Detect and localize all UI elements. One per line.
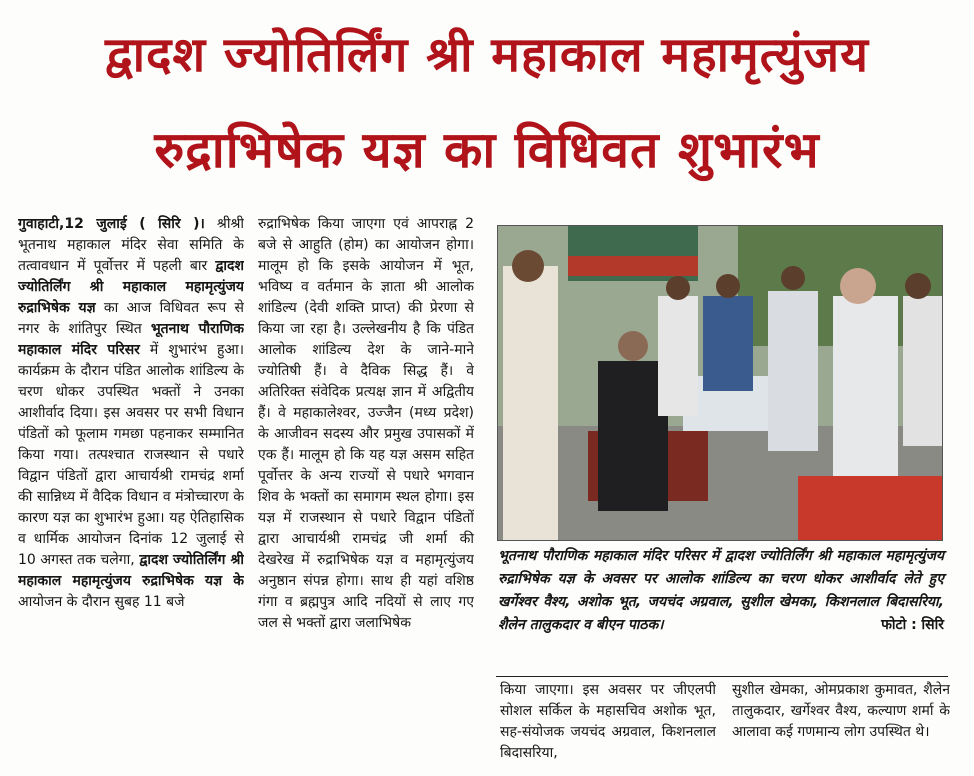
news-photo [497, 225, 943, 541]
body-text: सुशील खेमका, ओमप्रकाश कुमावत, शैलेन तालुकदार, खर्गेश्वर वैश्य, कल्याण शर्मा के आलावा कई गणमान्य लोग उपस्थित थे। [732, 682, 950, 740]
photo-caption [498, 545, 944, 637]
article-column-1 [18, 214, 244, 774]
body-text: रुद्राभिषेक किया जाएगा एवं आपराह्न 2 बजे से आहुति (होम) का आयोजन होगा। मालूम हो कि इसके आयोजन में भूत, भविष्य व वर्तमान के ज्ञाता श्री आलोक शांडिल्य (देवी शक्ति प्राप्त) की प्रेरणा से किया जा रहा है। उल्लेखनीय है कि पंडित आलोक शांडिल्य देश के जाने-माने ज्योतिषी हैं। वे दैविक सिद्ध हैं। वे अतिरिक्त संवेदिक प्रत्यक्ष ज्ञान में अद्वितीय हैं। वे महाकालेश्वर, उज्जैन (मध्य प्रदेश) के आजीवन सदस्य और प्रमुख उपासकों में एक हैं। मालूम हो कि यह यज्ञ असम सहित पूर्वोत्तर के अन्य राज्यों से पधारे भगवान शिव के भक्तों का समागम स्थल होगा। इस यज्ञ में राजस्थान से पधारे विद्वान पंडितों द्वारा आचार्यश्री रामचंद्र जी शर्मा की देखरेख में रुद्राभिषेक यज्ञ व महामृत्युंजय अनुष्ठान संपन्न होगा। साथ ही यहां वशिष्ठ गंगा व ब्रह्मपुत्र आदि नदियों से लाए गए जल से भक्तों द्वारा जलाभिषेक [258, 216, 474, 631]
divider [496, 676, 948, 677]
body-text: आयोजन के दौरान सुबह 11 बजे [18, 594, 185, 610]
caption-text: भूतनाथ पौराणिक महाकाल मंदिर परिसर में द्वादश ज्योतिर्लिंग श्री महाकाल महामृत्युंजय रुद्राभिषेक यज्ञ के अवसर पर आलोक शांडिल्य का चरण धोकर आशीर्वाद लेते हुए खर्गेश्वर वैश्य, अशोक भूत, जयचंद अग्रवाल, सुशील खेमका, किशनलाल बिदासरिया, शैलेन तालुकदार व बीएन पाठक। [498, 548, 944, 633]
article-column-3 [500, 680, 716, 776]
body-text: में शुभारंभ हुआ। कार्यक्रम के दौरान पंडित आलोक शांडिल्य के चरण धोकर उपस्थित भक्तों ने उनका आशीर्वाद दिया। इस अवसर पर सभी विधान पंडितों को फूलाम गमछा पहनाकर सम्मानित किया गया। तत्पश्चात राजस्थान से पधारे विद्वान पंडितों द्वारा आचार्यश्री रामचंद्र शर्मा की सान्निध्य में वैदिक विधान व मंत्रोच्चारण के कारण यज्ञ का शुभारंभ हुआ। यह ऐतिहासिक व धार्मिक आयोजन दिनांक 12 जुलाई से 10 अगस्त तक चलेगा, [18, 342, 244, 568]
headline-line-2: रुद्राभिषेक यज्ञ का विधिवत शुभारंभ [154, 121, 820, 179]
article-column-2 [258, 214, 474, 774]
body-bold-text: भूतनाथ पौराणिक महाकाल मंदिर परिसर [18, 321, 244, 358]
dateline: गुवाहाटी,12 जुलाई ( सिरि )। [18, 216, 205, 232]
body-bold-text: द्वादश ज्योतिर्लिंग श्री महाकाल महामृत्युंजय रुद्राभिषेक यज्ञ के [18, 552, 244, 589]
photo-credit: फोटो : सिरि [881, 617, 944, 633]
headline-line-1: द्वादश ज्योतिर्लिंग श्री महाकाल महामृत्युंजय [105, 27, 869, 83]
body-bold-text: द्वादश ज्योतिर्लिंग श्री महाकाल महामृत्युंजय रुद्राभिषेक यज्ञ [18, 258, 244, 316]
article-column-4 [732, 680, 950, 776]
body-text: किया जाएगा। इस अवसर पर जीएलपी सोशल सर्किल के महासचिव अशोक भूत, सह-संयोजक जयचंद अग्रवाल, किशनलाल बिदासरिया, [500, 682, 716, 761]
photo-illustration [498, 226, 942, 540]
body-text: का आज विधिवत रूप से नगर के शांतिपुर स्थित [18, 300, 244, 337]
body-text: श्रीश्री भूतनाथ महाकाल मंदिर सेवा समिति के तत्वावधान में पूर्वोत्तर में पहली बार [18, 216, 244, 274]
